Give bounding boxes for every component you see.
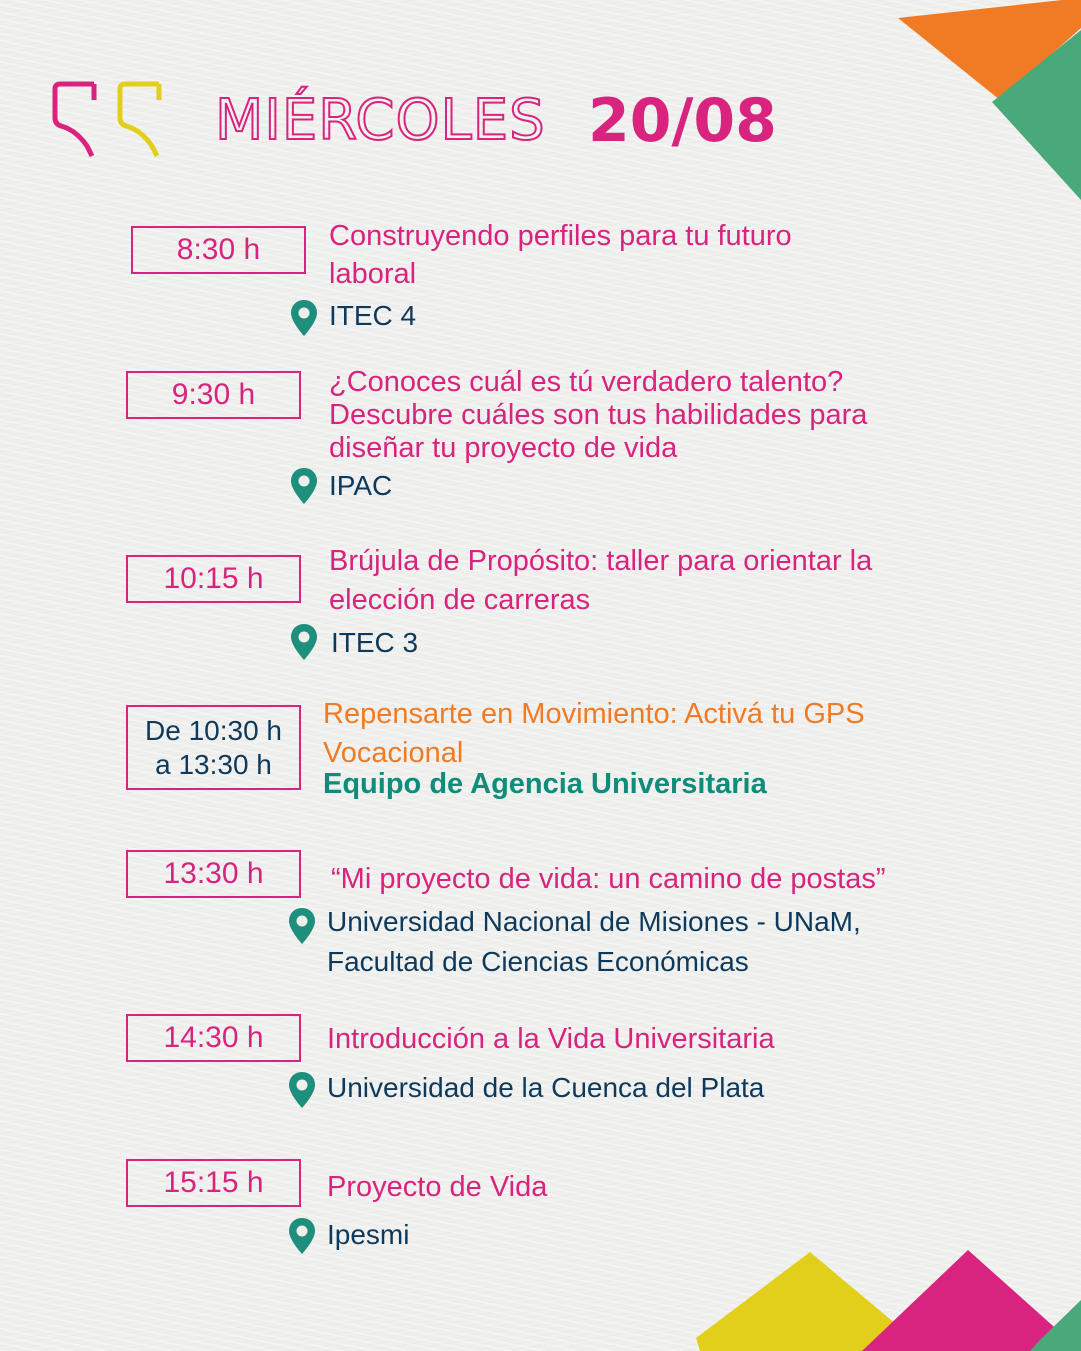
event-title-line: Brújula de Propósito: taller para orientar la xyxy=(329,545,873,577)
event-time: 10:15 h xyxy=(126,555,301,603)
event-location: IPAC xyxy=(329,470,393,501)
event-location: Universidad Nacional de Misiones - UNaM, xyxy=(327,906,861,937)
event-title-line: ¿Conoces cuál es tú verdadero talento? xyxy=(329,366,844,398)
event-time: 15:15 h xyxy=(126,1159,301,1207)
location-pin-icon xyxy=(287,906,317,946)
location-pin-icon xyxy=(287,1216,317,1256)
event-title-line: Repensarte en Movimiento: Activá tu GPS xyxy=(323,698,865,730)
event-title-line: Vocacional xyxy=(323,737,464,769)
event-title-line: laboral xyxy=(329,258,417,290)
event-time: 8:30 h xyxy=(131,226,306,274)
location-pin-icon xyxy=(289,298,319,338)
quote-mark-icon xyxy=(117,80,162,160)
event-title-line: Proyecto de Vida xyxy=(327,1171,548,1203)
time-range-end: a 13:30 h xyxy=(155,748,272,780)
event-location: ITEC 3 xyxy=(331,627,419,658)
time-range-start: De 10:30 h xyxy=(145,714,282,746)
event-title-line: Introducción a la Vida Universitaria xyxy=(327,1023,775,1055)
event-organizer: Equipo de Agencia Universitaria xyxy=(323,768,767,800)
event-location: ITEC 4 xyxy=(329,300,417,331)
quote-mark-icon xyxy=(52,80,97,160)
event-location: Ipesmi xyxy=(327,1219,410,1250)
event-time: 14:30 h xyxy=(126,1014,301,1062)
event-title-line: Construyendo perfiles para tu futuro xyxy=(329,220,792,252)
date-heading: 20/08 xyxy=(588,86,777,156)
event-title-line: Descubre cuáles son tus habilidades para xyxy=(329,399,868,431)
event-location: Universidad de la Cuenca del Plata xyxy=(327,1072,765,1103)
event-time: 13:30 h xyxy=(126,850,301,898)
event-time-range xyxy=(126,705,301,790)
event-location: Facultad de Ciencias Económicas xyxy=(327,946,749,977)
location-pin-icon xyxy=(289,466,319,506)
day-heading: MIÉRCOLES xyxy=(215,88,546,153)
location-pin-icon xyxy=(287,1070,317,1110)
event-title-line: diseñar tu proyecto de vida xyxy=(329,432,678,464)
event-title-line: “Mi proyecto de vida: un camino de postas” xyxy=(331,863,886,895)
event-title-line: elección de carreras xyxy=(329,584,591,616)
event-time: 9:30 h xyxy=(126,371,301,419)
location-pin-icon xyxy=(289,622,319,662)
